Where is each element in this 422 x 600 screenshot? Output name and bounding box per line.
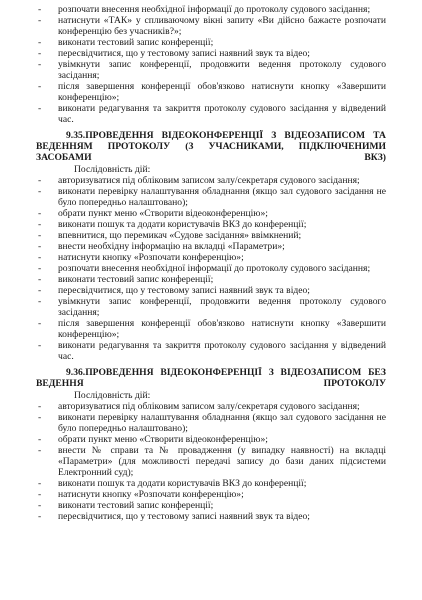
- list-item: - пересвідчитися, що у тестовому записі наявний звук та відео;: [38, 48, 310, 60]
- list-item: - після завершення конференції обов'язково натиснути кнопку «Завершити конференцію»;: [38, 81, 386, 104]
- list-item: - натиснути кнопку «Розпочати конференцію»;: [38, 252, 244, 264]
- list-bullet: -: [38, 81, 42, 93]
- list-bullet: -: [38, 411, 42, 423]
- list-item: - виконати тестовий запис конференції;: [38, 274, 214, 286]
- list-item: - розпочати внесення необхідної інформації до протоколу судового засідання;: [38, 4, 371, 15]
- list-item: - виконати перевірку налаштування обладнання (якщо зал судового засідання не було попередньо налаштовано);: [38, 411, 386, 434]
- list-item: - увімкнути запис конференції, продовжити ведення протоколу судового засідання;: [38, 296, 386, 319]
- list-item: - виконати перевірку налаштування обладнання (якщо зал судового засідання не було попередньо налаштовано);: [38, 185, 386, 208]
- list-bullet: -: [38, 274, 42, 286]
- list-bullet: -: [38, 229, 42, 241]
- list-item: - увімкнути запис конференції, продовжити ведення протоколу судового засідання;: [38, 59, 386, 82]
- section-9-36-list: [38, 400, 386, 523]
- list-bullet: -: [38, 252, 42, 264]
- list-item: - після завершення конференції обов'язково натиснути кнопку «Завершити конференцію»;: [38, 318, 386, 341]
- list-bullet: -: [38, 296, 42, 308]
- list-item: - виконати тестовий запис конференції;: [38, 500, 214, 512]
- section-9-35-list: [38, 174, 386, 363]
- section-heading-9-35: 9.35.ПРОВЕДЕННЯ ВІДЕОКОНФЕРЕНЦІЇ З ВІДЕОЗАПИСОМ ТА ВЕДЕННЯМ ПРОТОКОЛУ (З УЧАСНИКАМИ, ПІДКЛЮЧЕНИМИ ЗАСОБАМИ ВКЗ): [36, 129, 386, 163]
- list-bullet: -: [38, 511, 42, 523]
- list-bullet: -: [38, 207, 42, 219]
- list-bullet: -: [38, 400, 42, 412]
- list-bullet: -: [38, 4, 42, 15]
- list-bullet: -: [38, 218, 42, 230]
- list-bullet: -: [38, 48, 42, 60]
- list-item: - пересвідчитися, що у тестовому записі наявний звук та відео;: [38, 285, 310, 297]
- list-bullet: -: [38, 285, 42, 297]
- list-item: - обрати пункт меню «Створити відеоконференцію»;: [38, 433, 268, 445]
- list-bullet: -: [38, 433, 42, 445]
- list-item: - впевнитися, що перемикач «Судове засідання» ввімкнений;: [38, 229, 302, 241]
- list-item: - натиснути кнопку «Розпочати конференцію»;: [38, 489, 244, 501]
- sequence-label: Послідовність дій:: [74, 163, 151, 175]
- list-item: - виконати редагування та закриття протоколу судового засідання у відведений час.: [38, 103, 386, 126]
- list-item: - авторизуватися під обліковим записом залу/секретаря судового засідання;: [38, 400, 360, 412]
- list-item: - розпочати внесення необхідної інформації до протоколу судового засідання;: [38, 263, 371, 275]
- list-bullet: -: [38, 37, 42, 49]
- list-bullet: -: [38, 174, 42, 186]
- list-item: - авторизуватися під обліковим записом залу/секретаря судового засідання;: [38, 174, 360, 186]
- list-bullet: -: [38, 500, 42, 512]
- list-bullet: -: [38, 444, 42, 456]
- list-item: - внести необхідну інформацію на вкладці «Параметри»;: [38, 240, 285, 252]
- list-bullet: -: [38, 15, 42, 27]
- list-bullet: -: [38, 185, 42, 197]
- list-bullet: -: [38, 318, 42, 330]
- sequence-label: Послідовність дій:: [74, 389, 151, 401]
- list-bullet: -: [38, 477, 42, 489]
- list-item: - пересвідчитися, що у тестовому записі наявний звук та відео;: [38, 511, 310, 523]
- list-item: - виконати пошук та додати користувачів ВКЗ до конференції;: [38, 477, 307, 489]
- list-bullet: -: [38, 240, 42, 252]
- list-item: - виконати пошук та додати користувачів ВКЗ до конференції;: [38, 218, 307, 230]
- top-list: [38, 4, 386, 126]
- list-bullet: -: [38, 340, 42, 352]
- list-item: - виконати тестовий запис конференції;: [38, 37, 214, 49]
- list-bullet: -: [38, 59, 42, 71]
- list-bullet: -: [38, 263, 42, 275]
- list-bullet: -: [38, 103, 42, 115]
- section-heading-9-36: 9.36.ПРОВЕДЕННЯ ВІДЕОКОНФЕРЕНЦІЇ З ВІДЕОЗАПИСОМ БЕЗ ВЕДЕННЯ ПРОТОКОЛУ: [36, 366, 386, 389]
- list-item: - виконати редагування та закриття протоколу судового засідання у відведений час.: [38, 340, 386, 363]
- list-bullet: -: [38, 489, 42, 501]
- list-item: - внести № справи та № провадження (у випадку наявності) на вкладці «Параметри» (для можливості передачі запису до бази даних підсистеми Електронний суд);: [38, 444, 386, 478]
- list-item: - натиснути «ТАК» у спливаючому вікні запиту «Ви дійсно бажаєте розпочати конференцію без учасників?»;: [38, 15, 386, 38]
- list-item: - обрати пункт меню «Створити відеоконференцію»;: [38, 207, 268, 219]
